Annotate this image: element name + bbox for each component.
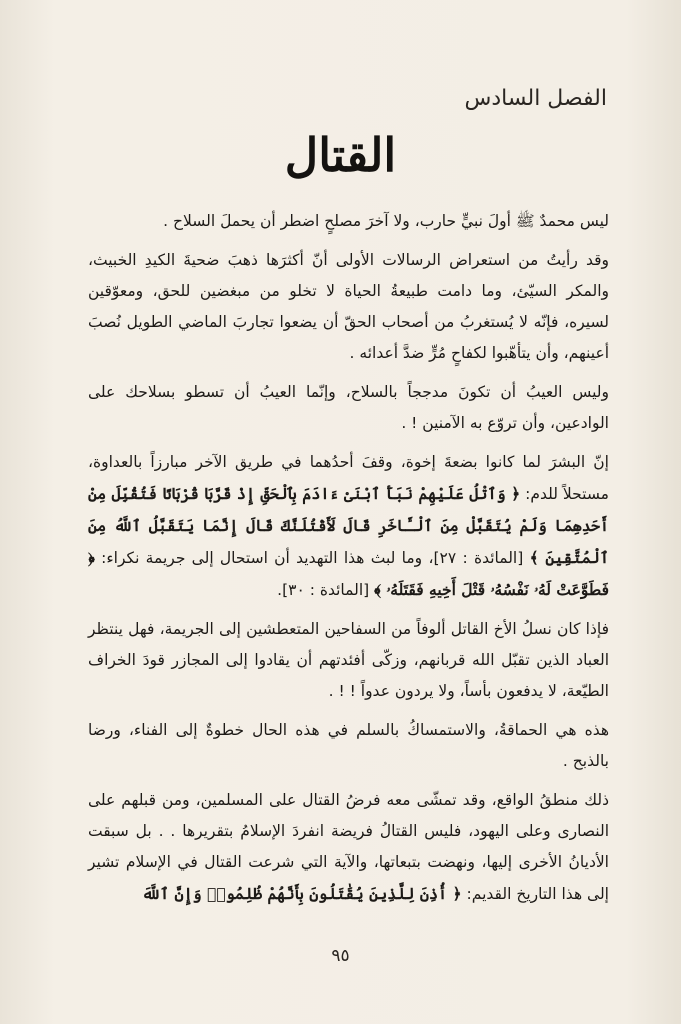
- text-run: ليس محمدٌ ﷺ أولَ نبيٍّ حارب، ولا آخرَ مصلحٍ اضطر أن يحملَ السلاح .: [163, 212, 609, 230]
- chapter-title: القتال: [284, 128, 397, 182]
- quran-verse: ﴿ وَٱتْلُ عَلَيْهِمْ نَبَأَ ٱبْنَىْ ءَادَمَ بِٱلْحَقِّ إِذْ قَرَّبَا قُرْبَانًا فَتُقُبِّلَ مِنْ أَحَدِهِمَا وَلَمْ يُتَقَبَّلْ مِنَ ٱلْـَٔاخَرِ قَالَ لَأَقْتُلَنَّكَ قَالَ إِنَّمَا يَتَقَبَّلُ ٱللَّهُ مِنَ ٱلْمُتَّقِينَ ﴾: [88, 484, 609, 567]
- paragraph-3: [88, 377, 609, 439]
- text-run: وليس العيبُ أن تكونَ مدججاً بالسلاح، وإنّما العيبُ أن تسطو بسلاحك على الوادعين، وأن تروّع به الآمنين ! .: [88, 383, 609, 432]
- paragraph-1: [88, 206, 609, 237]
- quran-verse: ﴿ فَطَوَّعَتْ لَهُۥ نَفْسُهُۥ قَتْلَ أَخِيهِ فَقَتَلَهُۥ ﴾: [88, 548, 609, 599]
- text-run: وقد رأيتُ من استعراض الرسالات الأولى أنّ أكثرَها ذهبَ ضحيةَ الكيدِ الخبيث، والمكر السيّئ، وما دامت طبيعةُ الحياة لا تخلو من مبغضين للحق، ومعوّقين لسيره، فإنّه لا يُستغربُ من أصحاب الحقّ أن يضعوا تجاربَ الماضي الطويل نُصبَ أعينهم، وأن يتأهّبوا لكفاحٍ مُرٍّ ضدَّ أعدائه .: [88, 251, 609, 362]
- paragraph-4: [88, 447, 609, 606]
- paragraph-2: [88, 245, 609, 369]
- text-run: إنّ البشرَ لما كانوا بضعةَ إخوة، وقفَ أحدُهما في طريق الآخر مبارزاً بالعداوة، مستحلاً للدم:: [88, 453, 609, 503]
- paragraph-7: [88, 785, 609, 910]
- paragraph-6: [88, 715, 609, 777]
- text-run: فإذا كان نسلُ الأخ القاتل ألوفاً من السفاحين المتعطشين إلى الجريمة، فهل ينتظر العباد الذين تقبّل الله قربانهم، وزكّى أفئدتهم أن يقادوا إلى المجازر قودَ الخراف الطيّعة، لا يدفعون بأساً، ولا يردون عدواً ! ! .: [88, 620, 609, 700]
- quran-verse: ﴿ أُذِنَ لِلَّذِينَ يُقَٰتَلُونَ بِأَنَّهُمْ ظُلِمُوا۟ وَإِنَّ ٱللَّهَ: [141, 884, 462, 903]
- text-run: ذلك منطقُ الواقع، وقد تمشّى معه فرضُ القتال على المسلمين، ومن قبلهم على النصارى وعلى اليهود، فليس القتالُ فريضة انفردَ الإسلامُ بتقريرها . . بل سبقت الأديانُ الأخرى إليها، ونهضت بتبعاتها، والآية التي شرعت القتال في الإسلام تشير إلى هذا التاريخ القديم:: [88, 791, 609, 903]
- text-run: [المائدة : ٢٧]، وما لبث هذا التهديد أن استحال إلى جريمة نكراء:: [94, 549, 530, 567]
- text-run: [المائدة : ٣٠].: [277, 581, 375, 599]
- text-run: هذه هي الحماقةُ، والاستمساكُ بالسلم في هذه الحال خطوةٌ إلى الفناء، ورضا بالذبح .: [88, 721, 609, 770]
- page-number: ٩٥: [331, 946, 350, 966]
- body-text: [88, 206, 609, 918]
- chapter-label: الفصل السادس: [464, 86, 607, 111]
- paragraph-5: [88, 614, 609, 707]
